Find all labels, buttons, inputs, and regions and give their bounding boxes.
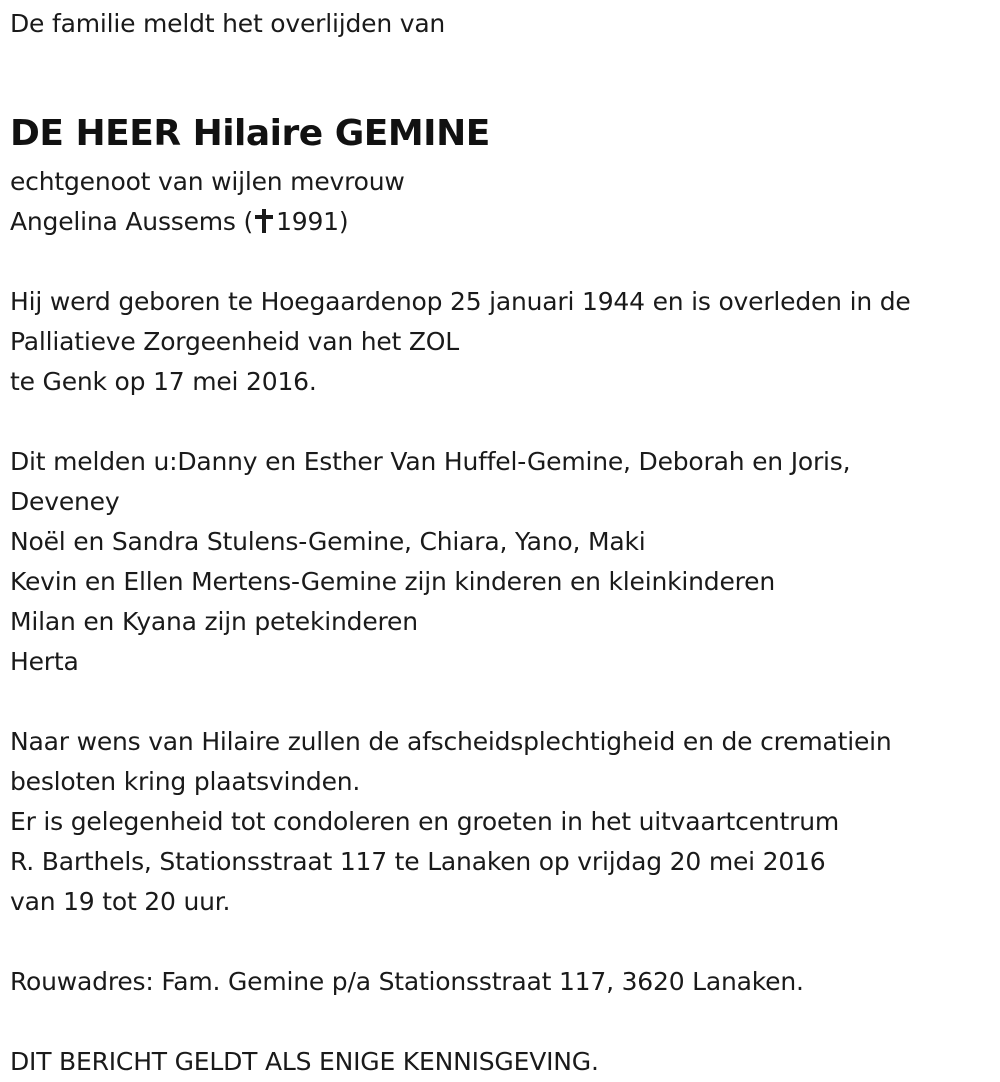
paragraph-line: Palliatieve Zorgeenheid van het ZOL	[10, 327, 460, 356]
spouse-death-year: 1991)	[276, 207, 349, 236]
birth-death-paragraph	[10, 282, 995, 402]
paragraph-line: Er is gelegenheid tot condoleren en groeten in het uitvaartcentrum	[10, 807, 840, 836]
paragraph-line: Milan en Kyana zijn petekinderen	[10, 607, 418, 636]
cross-icon	[254, 209, 274, 233]
paragraph-line: Noël en Sandra Stulens-Gemine, Chiara, Yano, Maki	[10, 527, 646, 556]
paragraph-line: Deveney	[10, 487, 120, 516]
ceremony-paragraph	[10, 722, 995, 922]
paragraph-line: Dit melden u:Danny en Esther Van Huffel-Gemine, Deborah en Joris,	[10, 447, 851, 476]
paragraph-line: R. Barthels, Stationsstraat 117 te Lanaken op vrijdag 20 mei 2016	[10, 847, 826, 876]
paragraph-line: besloten kring plaatsvinden.	[10, 767, 361, 796]
spouse-name: Angelina Aussems (	[10, 207, 254, 236]
paragraph-line: van 19 tot 20 uur.	[10, 887, 231, 916]
paragraph-line: Herta	[10, 647, 79, 676]
mourning-address: Rouwadres: Fam. Gemine p/a Stationsstraat 117, 3620 Lanaken.	[10, 967, 804, 996]
paragraph-line: Hij werd geboren te Hoegaardenop 25 januari 1944 en is overleden in de	[10, 287, 911, 316]
paragraph-line: Kevin en Ellen Mertens-Gemine zijn kinderen en kleinkinderen	[10, 567, 776, 596]
intro-text: De familie meldt het overlijden van	[10, 9, 446, 38]
family-paragraph	[10, 442, 995, 682]
spacer	[10, 1002, 995, 1042]
spacer	[10, 242, 995, 282]
spacer	[10, 402, 995, 442]
paragraph-line: Naar wens van Hilaire zullen de afscheidsplechtigheid en de crematiein	[10, 727, 892, 756]
spouse-line-1: echtgenoot van wijlen mevrouw	[10, 167, 405, 196]
deceased-name: DE HEER Hilaire GEMINE	[10, 113, 490, 154]
paragraph-line: te Genk op 17 mei 2016.	[10, 367, 317, 396]
spacer	[10, 682, 995, 722]
spacer	[10, 922, 995, 962]
closing-notice: DIT BERICHT GELDT ALS ENIGE KENNISGEVING.	[10, 1047, 599, 1076]
spouse-line-2	[10, 202, 995, 242]
death-notice	[10, 0, 995, 1082]
